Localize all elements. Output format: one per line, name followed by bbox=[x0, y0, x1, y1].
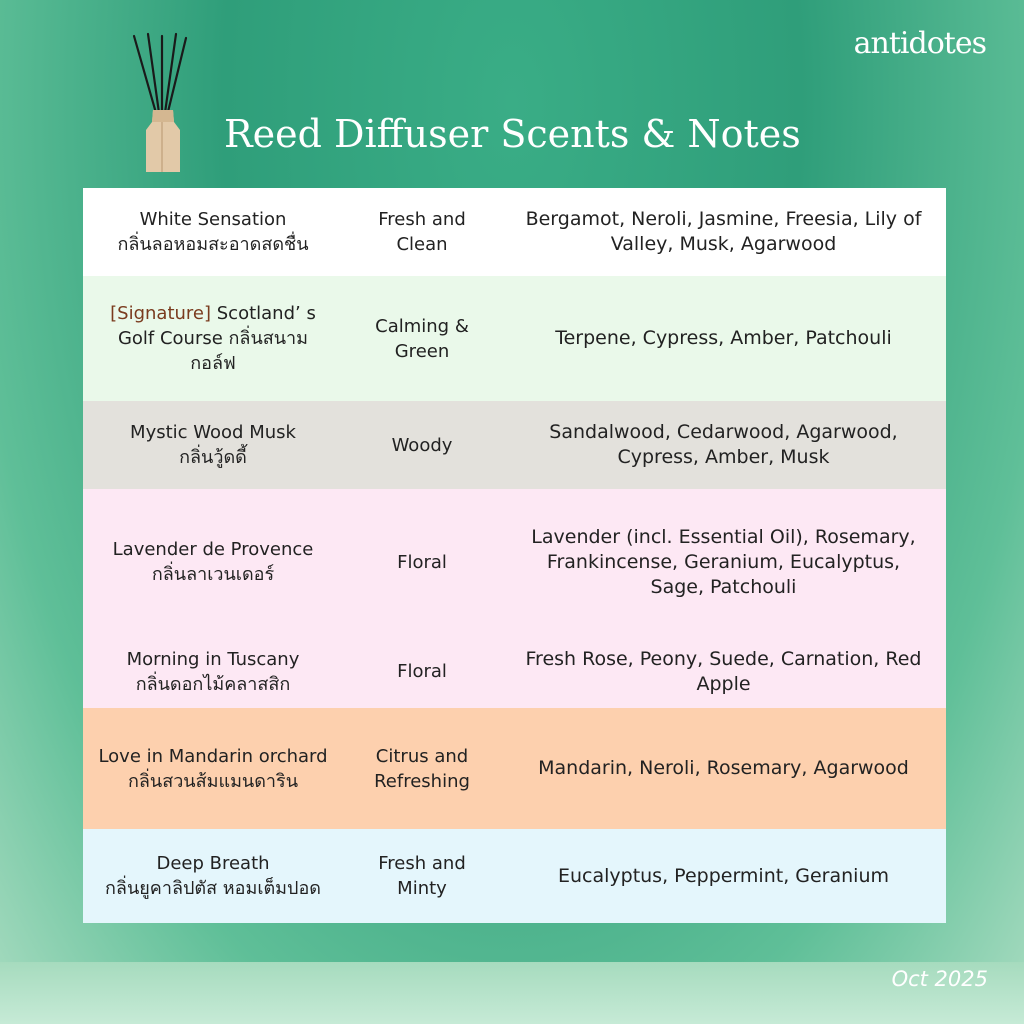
scent-notes-cell bbox=[501, 401, 946, 489]
scent-notes-line: Fresh Rose, Peony, Suede, Carnation, Red bbox=[525, 647, 922, 670]
scent-name-en: Mystic Wood Musk bbox=[130, 422, 296, 443]
scent-type-line: Calming & bbox=[375, 315, 469, 337]
scent-name-cell bbox=[83, 489, 343, 635]
scent-notes-line: Mandarin, Neroli, Rosemary, Agarwood bbox=[538, 757, 909, 779]
table-row bbox=[83, 829, 946, 923]
scent-name-en: White Sensation bbox=[139, 209, 287, 230]
scent-notes-line: Bergamot, Neroli, Jasmine, Freesia, Lily of bbox=[525, 208, 922, 230]
scent-type-line: Fresh and bbox=[378, 853, 466, 874]
scent-name-cell bbox=[83, 276, 343, 401]
scent-type-cell bbox=[343, 188, 501, 276]
scent-notes-cell bbox=[501, 489, 946, 635]
scent-name-cell bbox=[83, 829, 343, 923]
scent-name-th: กลิ่นลาเวนเดอร์ bbox=[151, 564, 275, 585]
scent-type-line: Floral bbox=[397, 551, 447, 573]
scent-type-cell bbox=[343, 635, 501, 708]
scent-notes-line: Valley, Musk, Agarwood bbox=[610, 233, 837, 255]
scent-notes-cell bbox=[501, 188, 946, 276]
scent-type-line: Clean bbox=[396, 234, 448, 255]
scent-notes-cell bbox=[501, 829, 946, 923]
signature-tag: [Signature] bbox=[110, 303, 212, 324]
table-row bbox=[83, 401, 946, 489]
scent-name-cell bbox=[83, 635, 343, 708]
scent-name-line: Golf Course กลิ่นสนาม bbox=[117, 328, 309, 349]
scent-notes-line: Terpene, Cypress, Amber, Patchouli bbox=[555, 327, 892, 349]
table-row bbox=[83, 489, 946, 635]
scent-type-cell bbox=[343, 829, 501, 923]
scent-name-en: Love in Mandarin orchard bbox=[98, 745, 328, 767]
scent-name-en: Morning in Tuscany bbox=[126, 648, 300, 670]
scent-name-en: Lavender de Provence bbox=[112, 539, 314, 560]
brand-logo: antidotes bbox=[853, 26, 986, 61]
scent-name-th: กลิ่นยูคาลิปตัส หอมเต็มปอด bbox=[105, 878, 321, 899]
scent-type-line: Green bbox=[394, 340, 450, 362]
scent-type-cell bbox=[343, 401, 501, 489]
scent-name-th: กลิ่นวู้ดดี้ bbox=[179, 447, 247, 468]
scent-table bbox=[83, 188, 946, 923]
scent-notes-line: Lavender (incl. Essential Oil), Rosemary, bbox=[531, 525, 916, 548]
scent-type-cell bbox=[343, 708, 501, 829]
scent-notes-line: Eucalyptus, Peppermint, Geranium bbox=[557, 864, 890, 887]
floor-band bbox=[0, 962, 1024, 1024]
table-row bbox=[83, 188, 946, 276]
scent-name-th: กลิ่นดอกไม้คลาสสิก bbox=[135, 673, 291, 695]
scent-notes-line: Frankincense, Geranium, Eucalyptus, bbox=[546, 550, 901, 573]
scent-notes-line: Cypress, Amber, Musk bbox=[617, 446, 830, 468]
scent-name-cell bbox=[83, 401, 343, 489]
scent-notes-cell bbox=[501, 276, 946, 401]
scent-name-th: กลิ่นสวนส้มแมนดาริน bbox=[127, 770, 299, 792]
scent-type-cell bbox=[343, 489, 501, 635]
scent-notes-line: Sage, Patchouli bbox=[650, 575, 797, 598]
scent-notes-cell bbox=[501, 635, 946, 708]
scent-type-line: Floral bbox=[397, 661, 447, 682]
reed-diffuser-illustration bbox=[118, 30, 208, 180]
page-title: Reed Diffuser Scents & Notes bbox=[224, 112, 801, 156]
scent-notes-line: Sandalwood, Cedarwood, Agarwood, bbox=[549, 421, 898, 443]
scent-type-line: Minty bbox=[397, 878, 447, 899]
scent-type-cell bbox=[343, 276, 501, 401]
table-row bbox=[83, 276, 946, 401]
scent-name-line: Scotland’ s bbox=[211, 303, 316, 324]
scent-type-line: Fresh and bbox=[378, 209, 466, 230]
scent-name-th: กลิ่นลอหอมสะอาดสดชื่น bbox=[117, 234, 309, 255]
date-label: Oct 2025 bbox=[891, 967, 988, 991]
scent-name-cell bbox=[83, 188, 343, 276]
scent-notes-line: Apple bbox=[696, 672, 751, 695]
scent-type-line: Woody bbox=[391, 434, 453, 456]
table-row bbox=[83, 635, 946, 708]
scent-notes-cell bbox=[501, 708, 946, 829]
scent-name-en: Deep Breath bbox=[156, 853, 270, 874]
scent-name-line: กอล์ฟ bbox=[190, 353, 236, 374]
scent-type-line: Citrus and bbox=[375, 745, 469, 767]
scent-type-line: Refreshing bbox=[374, 770, 470, 792]
table-row bbox=[83, 708, 946, 829]
scent-name-cell bbox=[83, 708, 343, 829]
